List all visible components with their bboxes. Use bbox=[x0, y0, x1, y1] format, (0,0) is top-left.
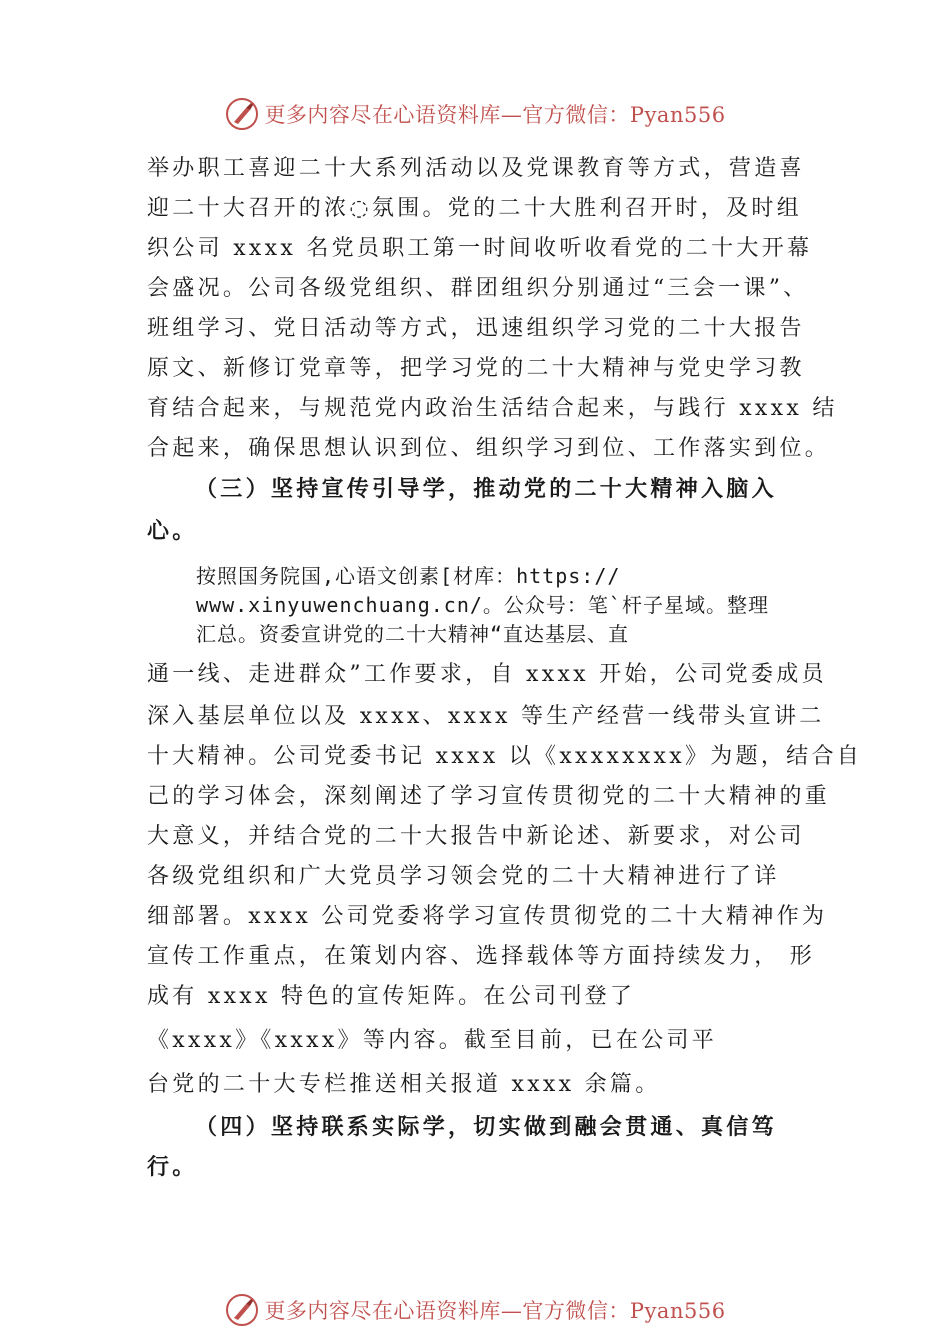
footer-banner bbox=[0, 1290, 950, 1330]
body-line: 迎二十大召开的浓◌氛围。党的二十大胜利召开时，及时组 bbox=[147, 196, 802, 221]
body-line: 《xxxx》《xxxx》等内容。截至目前，已在公司平 bbox=[147, 1028, 718, 1053]
body-line: 台党的二十大专栏推送相关报道 xxxx 余篇。 bbox=[147, 1072, 661, 1097]
body-line: 合起来，确保思想认识到位、组织学习到位、工作落实到位。 bbox=[147, 436, 831, 461]
pen-nib-logo-icon bbox=[224, 1292, 260, 1328]
body-line: 会盛况。公司各级党组织、群团组织分别通过“三会一课”、 bbox=[147, 276, 809, 301]
body-line: 细部署。xxxx 公司党委将学习宣传贯彻党的二十大精神作为 bbox=[147, 904, 828, 929]
section-heading-continued: 行。 bbox=[147, 1154, 198, 1180]
body-line: 班组学习、党日活动等方式，迅速组织学习党的二十大报告 bbox=[147, 316, 805, 341]
body-line: 原文、新修订党章等，把学习党的二十大精神与党史学习教 bbox=[147, 356, 805, 381]
body-line: 育结合起来，与规范党内政治生活结合起来，与践行 xxxx 结 bbox=[147, 396, 838, 421]
body-line: 十大精神。公司党委书记 xxxx 以《xxxxxxxx》为题，结合自 bbox=[147, 744, 863, 769]
section-heading: （四）坚持联系实际学，切实做到融会贯通、真信笃 bbox=[195, 1114, 777, 1140]
pen-nib-logo-icon bbox=[224, 96, 260, 132]
body-line: 深入基层单位以及 xxxx、xxxx 等生产经营一线带头宣讲二 bbox=[147, 704, 825, 729]
header-banner-text: 更多内容尽在心语资料库—官方微信：Pyan556 bbox=[264, 103, 726, 127]
inserted-text-line: 按照国务院国,心语文创素[材库：https:// bbox=[196, 564, 621, 588]
header-banner bbox=[0, 94, 950, 134]
body-line: 各级党组织和广大党员学习领会党的二十大精神进行了详 bbox=[147, 864, 780, 889]
section-heading-continued: 心。 bbox=[147, 518, 198, 544]
section-heading: （三）坚持宣传引导学，推动党的二十大精神入脑入 bbox=[195, 476, 777, 502]
inserted-text-line: 汇总。资委宣讲党的二十大精神“直达基层、直 bbox=[196, 622, 630, 646]
body-line: 通一线、走进群众”工作要求，自 xxxx 开始，公司党委成员 bbox=[147, 662, 827, 687]
body-line: 成有 xxxx 特色的宣传矩阵。在公司刊登了 bbox=[147, 984, 636, 1009]
body-line: 举办职工喜迎二十大系列活动以及党课教育等方式，营造喜 bbox=[147, 156, 805, 181]
footer-banner-text: 更多内容尽在心语资料库—官方微信：Pyan556 bbox=[264, 1299, 726, 1323]
body-line: 织公司 xxxx 名党员职工第一时间收听收看党的二十大开幕 bbox=[147, 236, 813, 261]
inserted-text-line: www.xinyuwenchuang.cn/。公众号：笔`杆子星域。整理 bbox=[196, 593, 769, 617]
body-line: 大意义，并结合党的二十大报告中新论述、新要求，对公司 bbox=[147, 824, 805, 849]
body-line: 己的学习体会，深刻阐述了学习宣传贯彻党的二十大精神的重 bbox=[147, 784, 831, 809]
body-line: 宣传工作重点，在策划内容、选择载体等方面持续发力， 形 bbox=[147, 944, 816, 969]
